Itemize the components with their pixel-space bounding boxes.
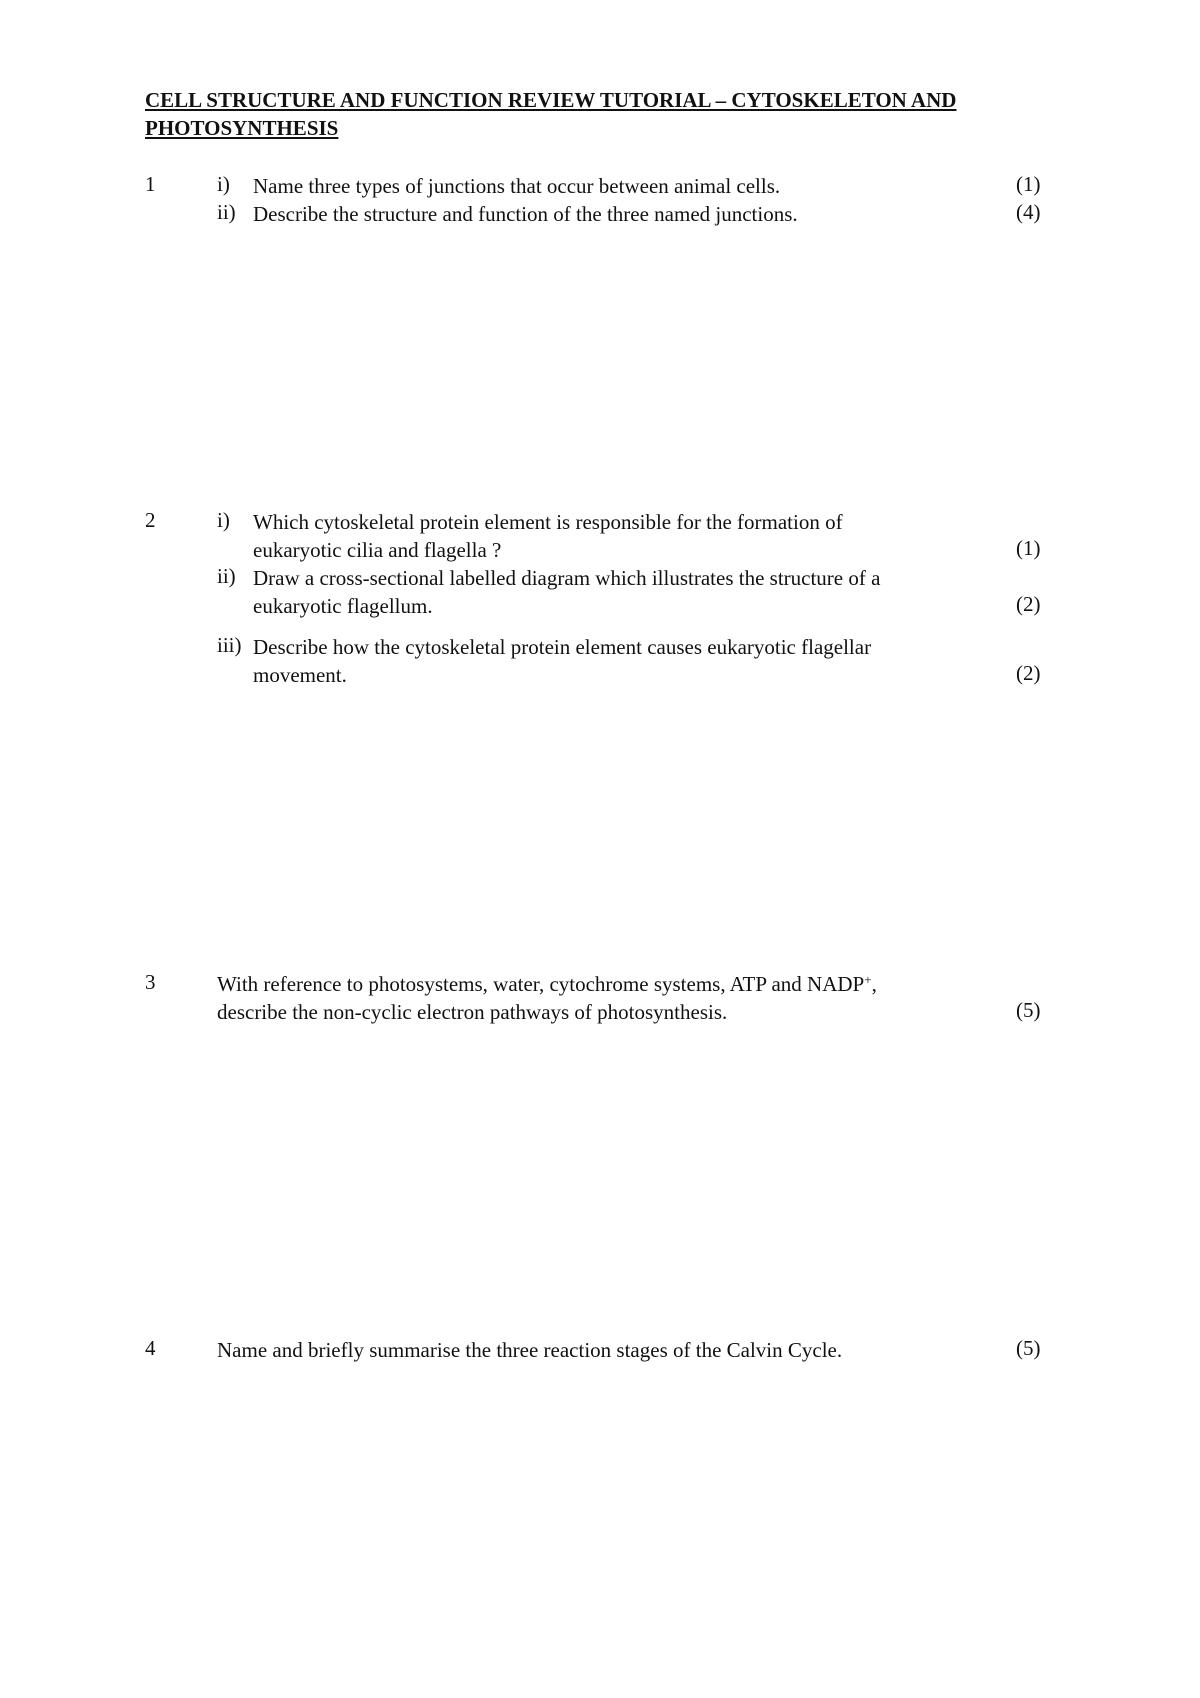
question-3-line1-text: With reference to photosystems, water, cytochrome systems, ATP and NADP	[217, 972, 865, 996]
question-2-part-i-line2: eukaryotic cilia and flagella ?	[253, 538, 502, 562]
question-1-part-i-text: Name three types of junctions that occur between animal cells.	[253, 174, 781, 198]
question-2-part-ii-line1: Draw a cross-sectional labelled diagram which illustrates the structure of a	[253, 566, 881, 590]
question-1-part-i-marks: (1)	[1016, 172, 1041, 196]
question-2-part-iii-line2: movement.	[253, 663, 347, 687]
question-2-part-i-marks: (1)	[1016, 536, 1041, 560]
page-title: CELL STRUCTURE AND FUNCTION REVIEW TUTORIAL – CYTOSKELETON AND PHOTOSYNTHESIS	[145, 88, 957, 140]
question-2-part-iii-label: iii)	[217, 633, 242, 657]
question-1-part-ii-marks: (4)	[1016, 200, 1041, 224]
question-2-part-i-line1: Which cytoskeletal protein element is responsible for the formation of	[253, 510, 843, 534]
question-2-part-iii-marks: (2)	[1016, 661, 1041, 685]
question-2-part-ii-marks: (2)	[1016, 592, 1041, 616]
question-2-part-ii-line2: eukaryotic flagellum.	[253, 594, 433, 618]
question-1-part-ii-label: ii)	[217, 200, 236, 224]
question-1-number: 1	[145, 172, 156, 196]
question-2-part-i-label: i)	[217, 508, 230, 532]
question-3-line1-comma: ,	[871, 972, 877, 996]
question-4-marks: (5)	[1016, 1336, 1041, 1360]
superscript-plus: +	[864, 972, 872, 987]
question-3-number: 3	[145, 970, 156, 994]
question-1-part-i-label: i)	[217, 172, 230, 196]
question-2-part-ii-label: ii)	[217, 564, 236, 588]
question-3-line2: describe the non-cyclic electron pathways of photosynthesis.	[217, 1000, 728, 1024]
question-3-marks: (5)	[1016, 998, 1041, 1022]
question-4-number: 4	[145, 1336, 156, 1360]
question-2-part-iii-line1: Describe how the cytoskeletal protein element causes eukaryotic flagellar	[253, 635, 872, 659]
question-3-line1	[217, 970, 997, 998]
question-4-text: Name and briefly summarise the three reaction stages of the Calvin Cycle.	[217, 1338, 843, 1362]
question-1-part-ii-text: Describe the structure and function of the three named junctions.	[253, 202, 798, 226]
question-2-number: 2	[145, 508, 156, 532]
